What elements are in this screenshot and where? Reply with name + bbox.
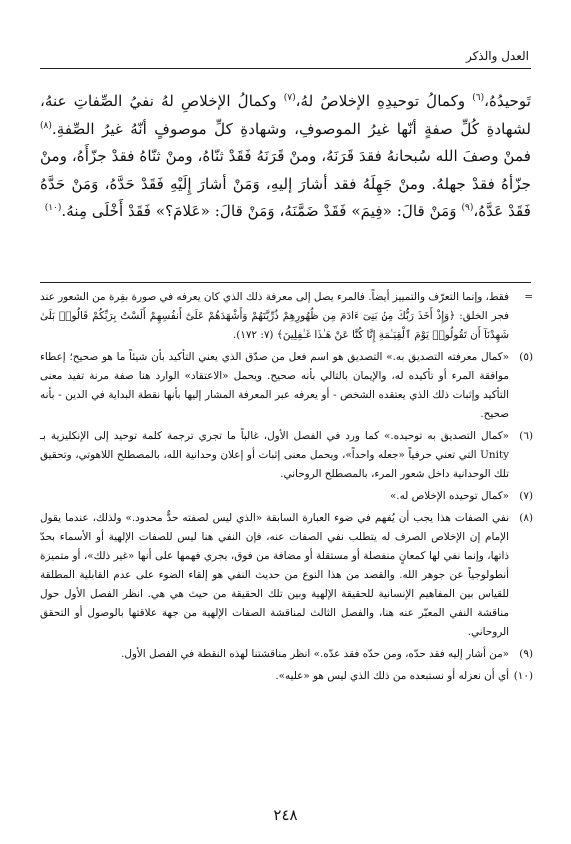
footnote: [40, 487, 533, 506]
footnote-marker: (٥): [519, 351, 533, 363]
main-text-segment: فمنْ وصفَ الله سُبحانهُ فقدَ قَرَنَهُ، ومنْ قَرَنَهُ فَقَدْ ثنّاهُ، ومنْ ثنّاهُ فقدْ جزّأَهُ، ومنْ جزّأهُ فقدْ جهلهُ. ومنْ جَهِلَهُ فقد أشارَ إليهِ، وَمَنْ أشارَ إِلَيْهِ فَقَدْ حَدَّهُ، وَمَنْ حَدَّهُ فَقَدْ عَدَّهُ،: [40, 147, 531, 220]
footnote: [40, 509, 533, 642]
footnotes: [40, 288, 533, 689]
footnote: [40, 288, 533, 345]
footnote: [40, 645, 533, 664]
footnote-text: «كمال التصديق به توحيده.» كما ورد في الفصل الأول، غالباً ما تجري ترجمة كلمة توحيد إلى الإنكليزية بـ Unity التي تعني حرفياً «جعله واحداً»، ويحمل معنى إثبات أو إعلان وحدانية الله، بالمصطلح اللاهوتي، وتحقيق تلك الوحدانية داخل شعور المرء، بالمصطلح الروحاني.: [40, 430, 509, 480]
footnote-text: «كمال توحيده الإخلاص له.»: [389, 490, 509, 502]
main-text-segment: وَمَنْ قالَ: «فِيمَ» فَقَدْ ضَمَّنَهُ، وَمَنْ قالَ: «عَلامَ؟» فَقَدْ أَخْلَى مِنهُ.: [61, 202, 462, 220]
footnote: [40, 667, 533, 686]
footnote-marker: (٩): [519, 648, 533, 660]
footnote-reference: (٦): [472, 92, 485, 103]
page-number: ٢٤٨: [273, 806, 298, 824]
footnote: [40, 348, 533, 424]
footnote-reference: (٨): [40, 120, 52, 131]
main-text-segment: وكمالُ الإخلاصِ لهُ نفيُ الصِّفاتِ عنهُ، لشهادةِ كُلِّ صفةٍ أنّها غيرُ الموصوفِ، وشهادةِ كلِّ موصوفٍ أنّهُ غيرُ الصِّفةِ.: [40, 92, 531, 138]
footnote-reference: (٩): [461, 202, 474, 213]
main-text: [40, 88, 531, 226]
footnote-text: نفي الصفات هذا يجب أن يُفهم في ضوء العبارة السابقة «الذي ليس لصفته حدٌّ محدود.» ولذلك، عندما يقول الإمام إن الإخلاص الصرف له يتطلب نفي الصفات عنه، فإن النفي هنا ليس للصفات الإلهية أو الأسماء بحدّ ذاتها، وإنما نفي لها كمعانٍ منفصلة أو مستقلة أو مضافة من فوق، يجري فهمها على أنها «غير ذلك»، أو متميزة أنطولوجياً عن جوهر الله. والقصد من هذا النوع من حديث النفي هو إلقاء الضوء على عدم القابلية المطلقة للقياس بين المفاهيم الإنسانية للحقيقة الإلهية وبين تلك الحقيقة من حيث هي هي. انظر الفصل الأول حول مناقشة النفي المعبّر عنه هنا، والفصل الثالث لمناقشة الصفات الإلهية من جهة علاقتها بالوصول أو التحقق الروحاني.: [40, 512, 509, 638]
footnote-marker: (٧): [519, 490, 533, 502]
running-head: العدل والذكر: [465, 49, 529, 63]
footnote-rule: [40, 282, 531, 283]
footnote-text: فقط، وإنما التعرّف والتمييز أيضاً. فالمرء يصل إلى معرفة ذلك الذي كان يعرفه في صورة بفِرة من الشعور عند فجر الخلق: ﴿وَإِذْ أَخَذَ رَبُّكَ مِنۢ بَنِىٓ ءَادَمَ مِن ظُهُورِهِمْ ذُرِّيَّتَهُمْ وَأَشْهَدَهُمْ عَلَىٰٓ أَنفُسِهِمْ أَلَسْتُ بِرَبِّكُمْ قَالُوا۟ بَلَىٰ شَهِدْنَآ أَن تَقُولُوا۟ يَوْمَ ٱلْقِيَـٰمَةِ إِنَّا كُنَّا عَنْ هَـٰذَا غَـٰفِلِينَ﴾ (٧: ١٧٢).: [40, 291, 509, 341]
main-text-segment: وكمالُ توحيدِهِ الإخلاصُ لهُ،: [295, 92, 473, 110]
footnote-marker: (١٠): [513, 670, 533, 682]
footnote-marker: =: [524, 291, 533, 303]
footnote-text: «من أشار إليه فقد حدّه، ومن حدّه فقد عدّه.» انظر مناقشتنا لهذه النقطة في الفصل الأول.: [121, 648, 509, 660]
footnote-reference: (١٠): [44, 202, 62, 213]
footnote-reference: (٧): [283, 92, 296, 103]
footnote: [40, 427, 533, 484]
main-text-segment: تَوحيدُهُ،: [484, 92, 531, 110]
footnote-text: أي أن نعزله أو نستبعده من ذلك الذي ليس هو «عليه».: [275, 670, 509, 682]
footnote-text: «كمال معرفته التصديق به.» التصديق هو اسم فعل من صدّق الذي يعني التأكيد بأن شيئاً ما هو صحيح؛ إعطاء موافقة المرء أو تأكيده له، والإيمان بالتالي بأنه صحيح. ويحمل «الاعتقاد» الوارد هنا صفة مرنة تفيد معنى التأكيد وإثبات ذلك الذي يعتقده الشخص - أو يعرفه عبر المعرفة المشار إليها بأنها نقطة البداية في الدين - بأنه صحيح.: [40, 351, 509, 420]
footnote-marker: (٨): [519, 512, 533, 524]
footnote-marker: (٦): [519, 430, 533, 442]
header-rule: [40, 68, 531, 69]
